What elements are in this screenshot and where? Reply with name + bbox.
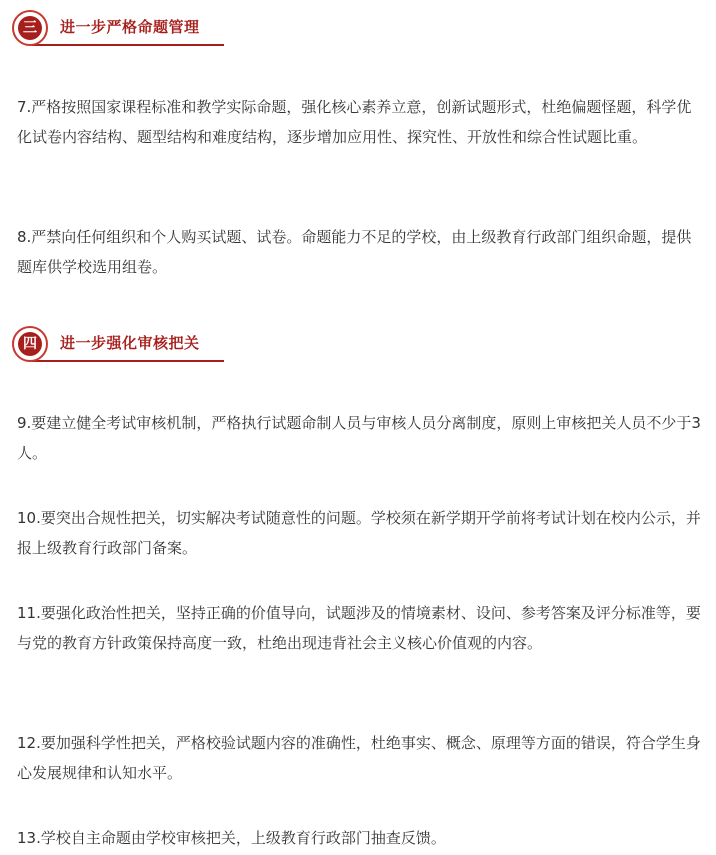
paragraph-item-13: 13.学校自主命题由学校审核把关，上级教育行政部门抽查反馈。: [17, 829, 446, 847]
section-number-badge: [12, 10, 48, 46]
paragraph-item-10: 10.要突出合规性把关，切实解决考试随意性的问题。学校须在新学期开学前将考试计划在校内公示，并报上级教育行政部门备案。: [17, 509, 701, 557]
paragraph-item-11: 11.要强化政治性把关，坚持正确的价值导向，试题涉及的情境素材、设问、参考答案及评分标准等，要与党的教育方针政策保持高度一致，杜绝出现违背社会主义核心价值观的内容。: [17, 604, 701, 652]
section-number-badge: [12, 326, 48, 362]
paragraph-item-12: 12.要加强科学性把关，严格校验试题内容的准确性，杜绝事实、概念、原理等方面的错误，符合学生身心发展规律和认知水平。: [17, 734, 701, 782]
section-number: 四: [18, 332, 42, 356]
section-header-3: [12, 10, 222, 50]
paragraph-item-7: 7.严格按照国家课程标准和教学实际命题，强化核心素养立意，创新试题形式，杜绝偏题怪题，科学优化试卷内容结构、题型结构和难度结构，逐步增加应用性、探究性、开放性和综合性试题比重。: [17, 98, 692, 146]
paragraph-item-8: 8.严禁向任何组织和个人购买试题、试卷。命题能力不足的学校，由上级教育行政部门组织命题，提供题库供学校选用组卷。: [17, 228, 692, 276]
section-header-4: [12, 326, 222, 366]
section-underline: [32, 360, 224, 362]
paragraph-item-9: 9.要建立健全考试审核机制，严格执行试题命制人员与审核人员分离制度，原则上审核把关人员不少于3人。: [17, 414, 701, 462]
section-number: 三: [18, 16, 42, 40]
section-title: 进一步严格命题管理: [60, 18, 200, 36]
section-underline: [32, 44, 224, 46]
section-title: 进一步强化审核把关: [60, 334, 200, 352]
